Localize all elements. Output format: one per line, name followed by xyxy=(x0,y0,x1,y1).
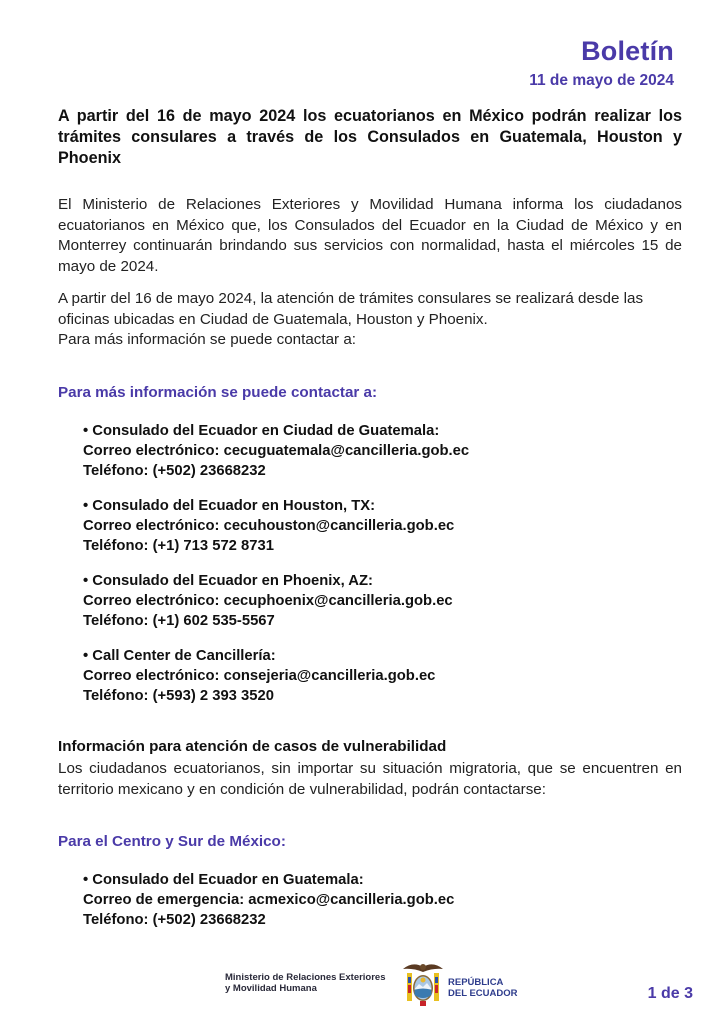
vulnerability-heading: Información para atención de casos de vulnerabilidad xyxy=(58,738,447,755)
contact-email[interactable]: Correo electrónico: cecuguatemala@cancilleria.gob.ec xyxy=(83,443,470,459)
contact-name: • Consulado del Ecuador en Guatemala: xyxy=(83,872,364,888)
contact-email[interactable]: Correo electrónico: cecuhouston@cancilleria.gob.ec xyxy=(83,518,455,534)
contact-heading: Para más información se puede contactar a: xyxy=(58,384,378,401)
contact-email[interactable]: Correo de emergencia: acmexico@cancilleria.gob.ec xyxy=(83,892,455,908)
contact-call-center xyxy=(83,646,435,706)
contact-phone[interactable]: Teléfono: (+502) 23668232 xyxy=(83,463,266,479)
bulletin-date: 11 de mayo de 2024 xyxy=(529,72,674,89)
contact-email[interactable]: Correo electrónico: cecuphoenix@cancilleria.gob.ec xyxy=(83,593,453,609)
headline: A partir del 16 de mayo 2024 los ecuatorianos en México podrán realizar los trámites consulares a través de los Consulados en Guatemala, Houston y Phoenix xyxy=(58,107,682,167)
page-number: 1 de 3 xyxy=(647,985,693,1002)
contact-emergency-guatemala xyxy=(83,870,454,930)
region-heading: Para el Centro y Sur de México: xyxy=(58,833,286,850)
ministry-line-1: Ministerio de Relaciones Exteriores xyxy=(225,972,386,983)
intro-paragraph: El Ministerio de Relaciones Exteriores y Movilidad Humana informa los ciudadanos ecuatorianos en México que, los Consulados del Ecuador en la Ciudad de México y en Monterrey continuarán brindando sus servicios con normalidad, hasta el miércoles 15 de mayo de 2024. xyxy=(58,196,682,275)
bulletin-title: Boletín xyxy=(581,36,674,66)
contact-name: • Consulado del Ecuador en Houston, TX: xyxy=(83,498,376,514)
republic-line-1: REPÚBLICA xyxy=(448,977,504,988)
contact-name: • Consulado del Ecuador en Phoenix, AZ: xyxy=(83,573,373,589)
republic-logo-text xyxy=(448,977,518,999)
contact-phone[interactable]: Teléfono: (+1) 713 572 8731 xyxy=(83,538,274,554)
contact-phone[interactable]: Teléfono: (+502) 23668232 xyxy=(83,912,266,928)
vulnerability-text: Los ciudadanos ecuatorianos, sin importar su situación migratoria, que se encuentren en territorio mexicano y en condición de vulnerabilidad, podrán contactarse: xyxy=(58,760,682,798)
schedule-paragraph: A partir del 16 de mayo 2024, la atención de trámites consulares se realizará desde las oficinas ubicadas en Ciudad de Guatemala, Houston y Phoenix. xyxy=(58,290,644,328)
contact-email[interactable]: Correo electrónico: consejeria@cancilleria.gob.ec xyxy=(83,668,436,684)
republic-line-2: DEL ECUADOR xyxy=(448,988,518,999)
more-info-paragraph: Para más información se puede contactar a: xyxy=(58,331,357,348)
coat-of-arms-icon xyxy=(401,959,445,1009)
contact-guatemala xyxy=(83,421,469,481)
contact-houston xyxy=(83,496,454,556)
contact-phone[interactable]: Teléfono: (+593) 2 393 3520 xyxy=(83,688,274,704)
contact-name: • Call Center de Cancillería: xyxy=(83,648,276,664)
contact-phoenix xyxy=(83,571,453,631)
contact-phone[interactable]: Teléfono: (+1) 602 535-5567 xyxy=(83,613,275,629)
ministry-logo-text xyxy=(225,972,386,994)
contact-name: • Consulado del Ecuador en Ciudad de Guatemala: xyxy=(83,423,440,439)
ministry-line-2: y Movilidad Humana xyxy=(225,983,317,994)
